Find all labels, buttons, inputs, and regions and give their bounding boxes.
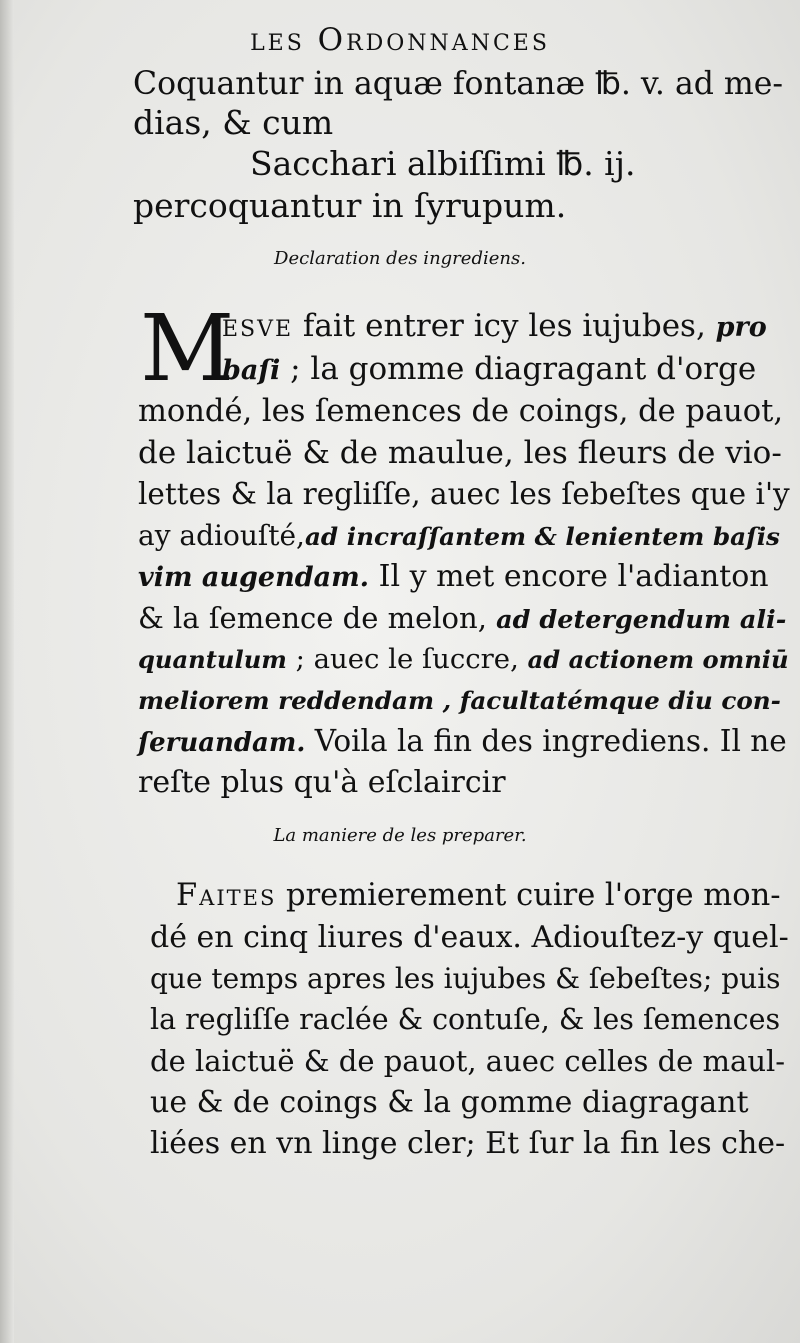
recipe-line-1: Coquantur in aquæ fontanæ ℔. v. ad me- <box>133 66 784 102</box>
para2-line-3: que temps apres les iujubes & ſebeſtes; puis <box>150 962 781 995</box>
running-header: les Ordonnances <box>250 22 550 58</box>
para1-line-1: esve fait entrer icy les iujubes, pro <box>222 308 767 344</box>
recipe-line-4: percoquantur in ſyrupum. <box>133 186 567 225</box>
para1-line-6: ay adiouſté,ad incraſſantem & lenientem baſis <box>138 519 780 552</box>
para1-line-10: meliorem reddendam , facultatémque diu con- <box>138 686 781 715</box>
page-gutter <box>0 0 14 1343</box>
recipe-line-3: Sacchari albiſſimi ℔. ij. <box>250 144 636 183</box>
para1-line-5: lettes & la regliſſe, auec les ſebeſtes que i'y <box>138 477 790 511</box>
para1-line-9: quantulum ; auec le ſuccre, ad actionem omniū <box>138 643 789 675</box>
para2-line-2: dé en cinq liures d'eaux. Adiouſtez-y quel- <box>150 920 789 955</box>
para1-line-7: vim augendam. Il y met encore l'adianton <box>138 559 769 594</box>
para1-line-8: & la ſemence de melon, ad detergendum ali- <box>138 601 787 635</box>
para1-line-4: de laictuë & de maulue, les fleurs de vio- <box>138 435 782 471</box>
section-heading-declaration: Declaration des ingrediens. <box>274 248 526 269</box>
para1-line-12: reſte plus qu'à eſclaircir <box>138 765 506 800</box>
para2-line-6: ue & de coings & la gomme diagragant <box>150 1085 749 1120</box>
para2-line-1: Faites premierement cuire l'orge mon- <box>176 878 781 913</box>
drop-cap: M <box>140 295 235 402</box>
para2-line-4: la regliſſe raclée & contuſe, & les ſemences <box>150 1003 781 1036</box>
para1-line-11: ſeruandam. Voila la fin des ingrediens. Il ne <box>138 724 787 758</box>
para1-line-3: mondé, les ſemences de coings, de pauot, <box>138 394 784 429</box>
author-name: esve <box>222 308 294 344</box>
para2-line-5: de laictuë & de pauot, auec celles de maul- <box>150 1044 786 1078</box>
section-heading-preparation: La maniere de les preparer. <box>273 825 527 846</box>
para2-line-7: liées en vn linge cler; Et ſur la fin les che- <box>150 1126 786 1161</box>
recipe-line-2: dias, & cum <box>133 103 334 142</box>
para1-line-2: baſi ; la gomme diagragant d'orge <box>222 351 757 387</box>
